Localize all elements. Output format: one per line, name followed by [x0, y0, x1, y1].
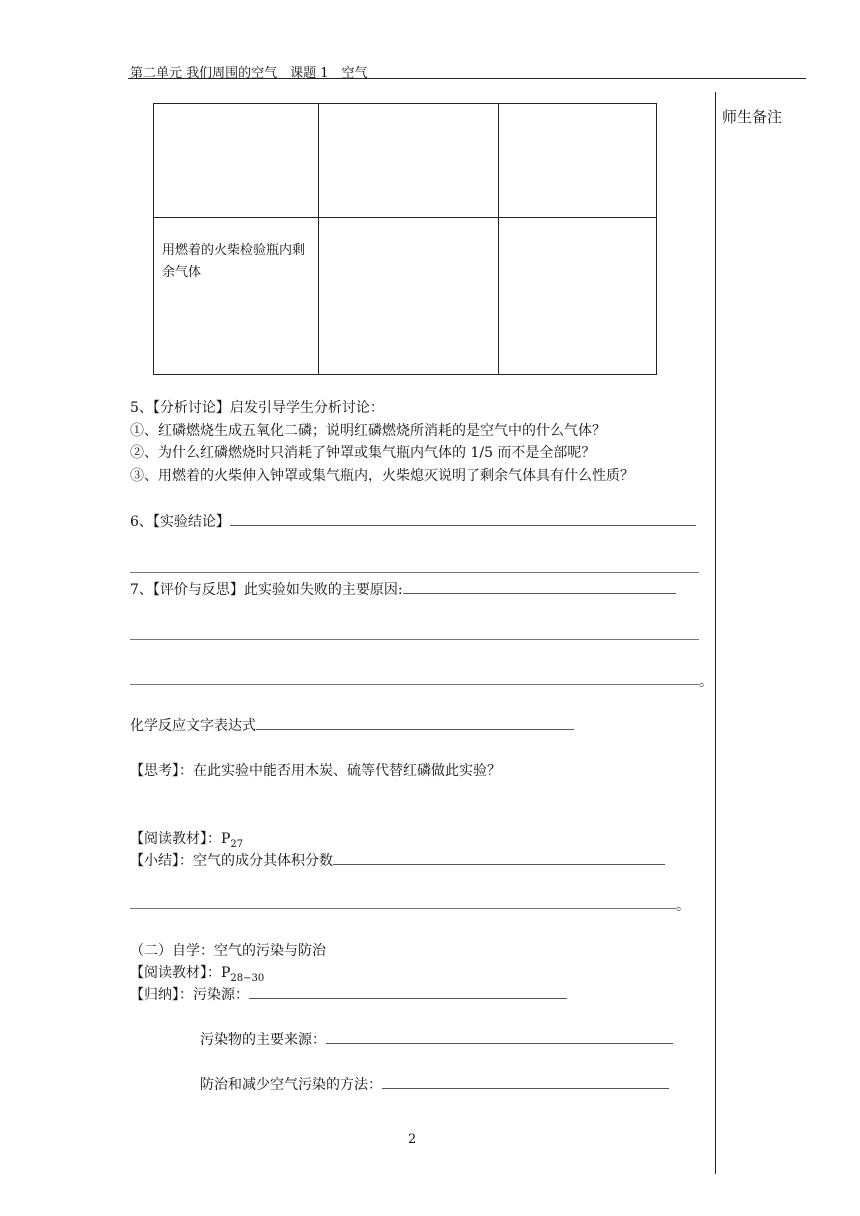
conclusion-blank[interactable]	[230, 513, 696, 526]
table-cell	[154, 218, 319, 375]
analysis-question-2: ②、为什么红磷燃烧时只消耗了钟罩或集气瓶内气体的 1/5 而不是全部呢？	[130, 445, 596, 461]
summary-line	[130, 851, 665, 871]
table-cell	[154, 104, 319, 218]
think-prompt: 【思考】：在此实验中能否用木炭、硫等代替红磷做此实验？	[130, 763, 501, 779]
pollutant-source-label: 污染物的主要来源：	[200, 1032, 326, 1048]
analysis-question-3: ③、用燃着的火柴伸入钟罩或集气瓶内，火柴熄灭说明了剩余气体具有什么性质？	[130, 468, 634, 484]
table-row	[154, 218, 657, 375]
prevention-label: 防治和减少空气污染的方法：	[200, 1077, 382, 1093]
equation-line	[130, 716, 574, 736]
evaluation-blank-line[interactable]	[130, 639, 699, 640]
page-header: 第二单元 我们周围的空气 课题 1 空气	[130, 66, 368, 81]
conclusion-blank-line[interactable]	[130, 572, 699, 573]
evaluation-end-mark: 。	[699, 674, 713, 690]
conclusion-label: 6、【实验结论】	[130, 514, 230, 530]
equation-blank[interactable]	[256, 717, 574, 730]
reading-label: 【阅读教材】：P	[130, 831, 231, 847]
evaluation-line	[130, 580, 676, 600]
table-cell	[319, 218, 499, 375]
summary-end-mark: 。	[676, 898, 690, 914]
page-number: 2	[408, 1132, 417, 1147]
margin-note-label: 师生备注	[722, 108, 783, 126]
table-cell	[499, 218, 657, 375]
experiment-table	[153, 103, 657, 375]
reading-page: 27	[230, 838, 244, 850]
analysis-question-1: ①、红磷燃烧生成五氧化二磷；说明红磷燃烧所消耗的是空气中的什么气体？	[130, 423, 606, 439]
summary-blank[interactable]	[333, 852, 665, 865]
table-row	[154, 104, 657, 218]
induction-label: 【归纳】：污染源：	[130, 987, 249, 1003]
summary-label: 【小结】：空气的成分其体积分数	[130, 853, 333, 869]
cell-text: 用燃着的火柴检验瓶内剩余气体	[162, 243, 306, 280]
reading-page: 28−30	[230, 972, 265, 984]
evaluation-blank-line[interactable]	[130, 684, 699, 685]
conclusion-line	[130, 512, 696, 532]
reading-label: 【阅读教材】：P	[130, 965, 231, 981]
pollutant-source-line	[200, 1030, 673, 1050]
pollutant-source-blank[interactable]	[326, 1031, 673, 1044]
analysis-heading: 5、【分析讨论】启发引导学生分析讨论：	[130, 400, 384, 416]
header-rule	[128, 78, 806, 79]
table-cell	[319, 104, 499, 218]
margin-rule	[715, 92, 716, 1174]
summary-blank-line[interactable]	[130, 908, 676, 909]
prevention-line	[200, 1075, 669, 1095]
table-cell	[499, 104, 657, 218]
pollution-source-blank[interactable]	[249, 986, 567, 999]
selfstudy-heading: （二）自学：空气的污染与防治	[130, 943, 326, 959]
equation-label: 化学反应文字表达式	[130, 718, 256, 734]
evaluation-label: 7、【评价与反思】此实验如失败的主要原因:	[130, 582, 403, 598]
evaluation-blank[interactable]	[403, 581, 676, 594]
induction-line	[130, 985, 567, 1005]
prevention-blank[interactable]	[382, 1076, 669, 1089]
